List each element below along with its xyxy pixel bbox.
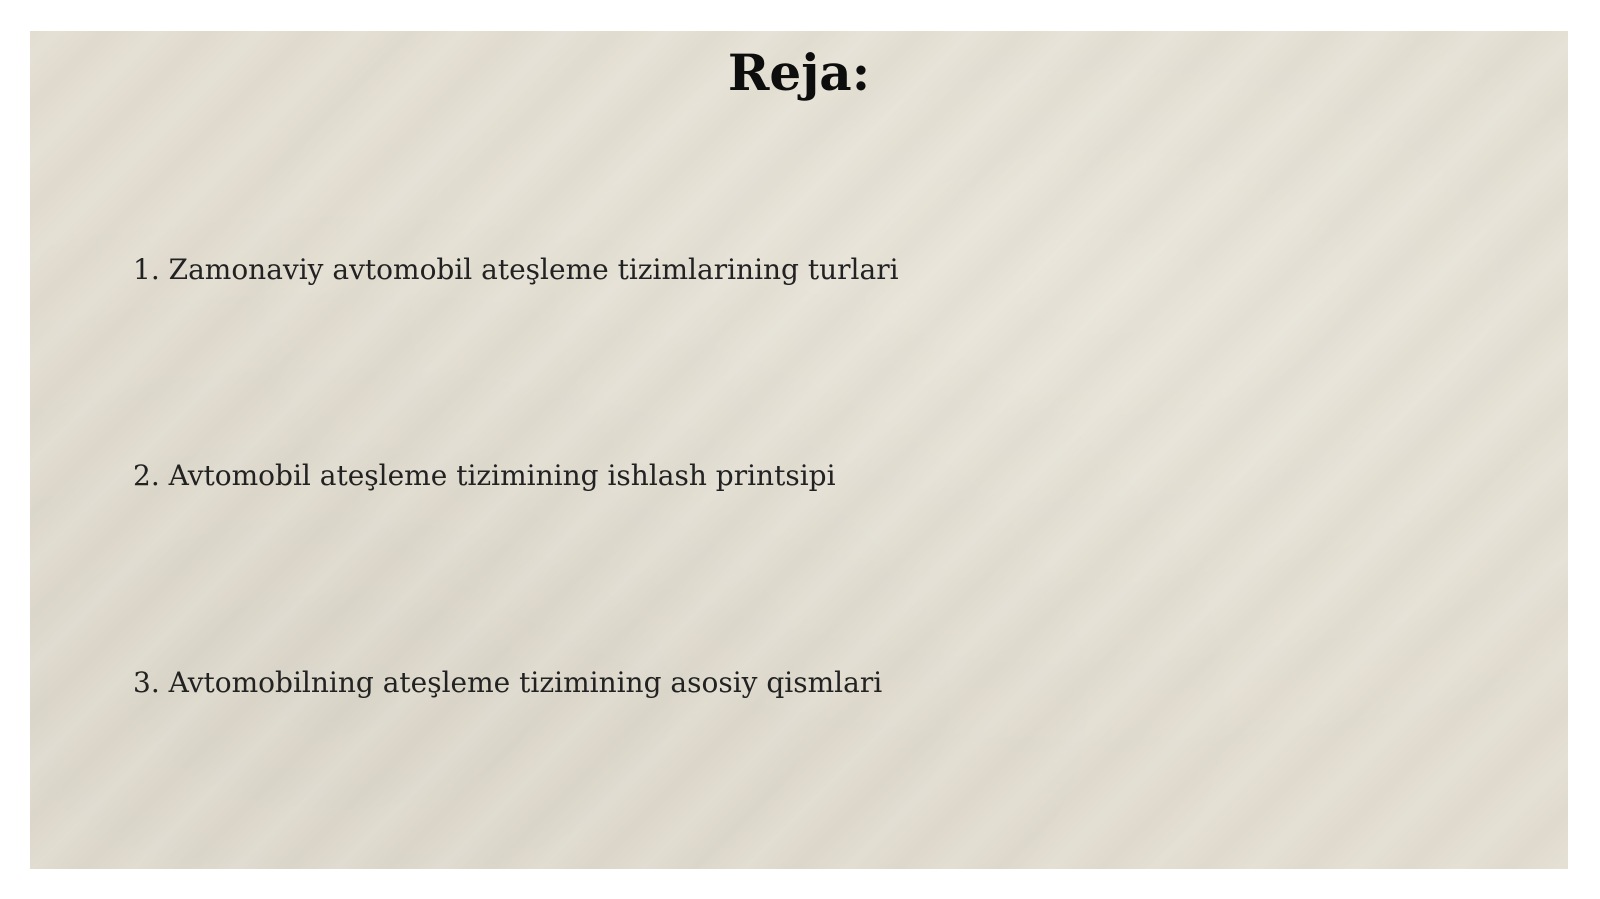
slide: [30, 31, 1568, 869]
plan-item-2: 2. Avtomobil ateşleme tizimining ishlash printsipi: [133, 459, 836, 492]
slide-title: Reja:: [727, 43, 871, 102]
plan-item-3: 3. Avtomobilning ateşleme tizimining asosiy qismlari: [133, 666, 883, 699]
plan-item-1: 1. Zamonaviy avtomobil ateşleme tizimlarining turlari: [133, 253, 899, 286]
